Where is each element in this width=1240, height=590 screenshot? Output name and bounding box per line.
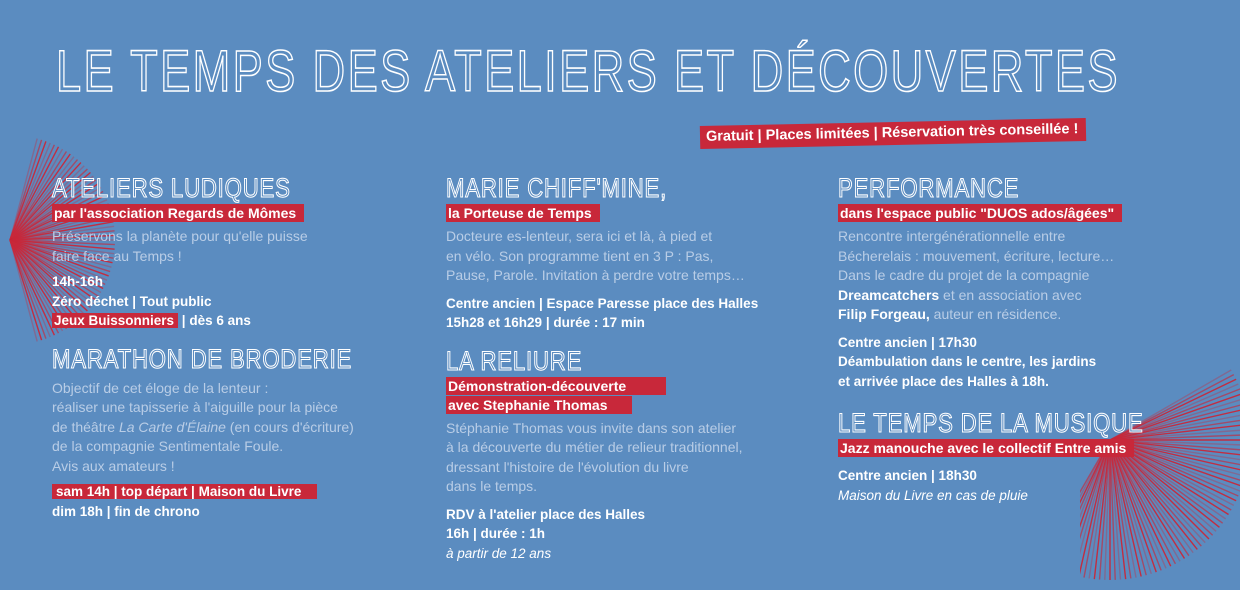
info-line: Centre ancien | 18h30	[838, 468, 977, 483]
description-line: Bécherelais : mouvement, écriture, lecture…	[838, 247, 1115, 264]
column-3	[838, 172, 1218, 505]
description-line: Préservons la planète pour qu'elle puisse	[52, 228, 308, 244]
rain-note: Maison du Livre en cas de pluie	[838, 487, 1028, 503]
section-heading: MARATHON DE BRODERIE	[52, 343, 353, 374]
info-line: Centre ancien | 17h30	[838, 334, 977, 350]
info-line: 15h28 et 16h29 | durée : 17 min	[446, 315, 645, 330]
section-heading: MARIE CHIFF'MINE,	[446, 173, 668, 203]
description-line: réaliser une tapisserie à l'aiguille pour la pièce	[52, 399, 338, 415]
author-name: Filip Forgeau,	[838, 306, 930, 322]
description-line: faire face au Temps !	[52, 247, 182, 264]
description-line: à la découverte du métier de relieur traditionnel,	[446, 439, 743, 455]
play-title: La Carte d'Élaine	[118, 418, 226, 435]
info-text: | dès 6 ans	[178, 313, 251, 328]
time-text: 14h-16h	[52, 274, 104, 289]
description-line: de la compagnie Sentimentale Foule.	[52, 438, 284, 454]
section-heading: ATELIERS LUDIQUES	[52, 173, 291, 203]
description-line: en vélo. Son programme tient en 3 P : Pas,	[446, 247, 714, 264]
section-heading: PERFORMANCE	[838, 173, 1020, 203]
section-tag: dans l'espace public "DUOS ados/âgées"	[838, 204, 1122, 222]
column-1	[52, 172, 412, 521]
info-highlight: Jeux Buissonniers	[52, 313, 178, 328]
info-line: RDV à l'atelier place des Halles	[446, 506, 646, 522]
description-line	[838, 305, 1218, 325]
company-name: Dreamcatchers	[838, 286, 940, 303]
description-line: Rencontre intergénérationnelle entre	[838, 228, 1066, 244]
section-heading: LA RELIURE	[446, 345, 583, 376]
description-text: et en association avec	[939, 286, 1082, 303]
page-title: LE TEMPS DES ATELIERS ET DÉCOUVERTES	[56, 39, 1120, 104]
schedule-highlight: sam 14h | top départ | Maison du Livre	[52, 484, 317, 499]
description-text: auteur en résidence.	[929, 306, 1062, 322]
description-line: Avis aux amateurs !	[52, 457, 175, 474]
description-text: de théâtre	[52, 418, 119, 435]
section-tag: avec Stephanie Thomas	[446, 396, 632, 414]
info-line: et arrivée place des Halles à 18h.	[838, 373, 1049, 389]
description-line	[838, 286, 1218, 306]
info-line: Centre ancien | Espace Paresse place des Halles	[446, 295, 759, 311]
section-tag: par l'association Regards de Mômes	[52, 204, 304, 222]
age-note: à partir de 12 ans	[446, 545, 552, 561]
info-line: Déambulation dans le centre, les jardins	[838, 354, 1097, 369]
section-tag: Jazz manouche avec le collectif Entre amis	[838, 439, 1134, 457]
description-line: Objectif de cet éloge de la lenteur :	[52, 379, 269, 396]
info-text: | Tout public	[128, 293, 212, 309]
section-tag: Démonstration-découverte	[446, 377, 666, 395]
info-highlight: Zéro déchet	[52, 293, 129, 309]
section-tag: la Porteuse de Temps	[446, 204, 600, 222]
description-line: Stéphanie Thomas vous invite dans son atelier	[446, 419, 737, 436]
description-line: Docteure es-lenteur, sera ici et là, à pied et	[446, 228, 713, 244]
info-line	[52, 311, 412, 331]
description-line: Dans le cadre du projet de la compagnie	[838, 267, 1090, 283]
info-banner: Gratuit | Places limitées | Réservation très conseillée !	[700, 118, 1087, 149]
description-line: dressant l'histoire de l'évolution du livre	[446, 458, 689, 475]
info-line	[52, 292, 412, 312]
section-heading: LE TEMPS DE LA MUSIQUE	[838, 408, 1144, 438]
description-line: Pause, Parole. Invitation à perdre votre temps…	[446, 267, 745, 283]
description-line	[52, 418, 412, 438]
schedule-line: dim 18h | fin de chrono	[52, 503, 200, 519]
column-2	[446, 172, 806, 563]
info-line: 16h | durée : 1h	[446, 526, 546, 541]
description-line: dans le temps.	[446, 478, 538, 494]
description-text: (en cours d'écriture)	[225, 418, 354, 435]
